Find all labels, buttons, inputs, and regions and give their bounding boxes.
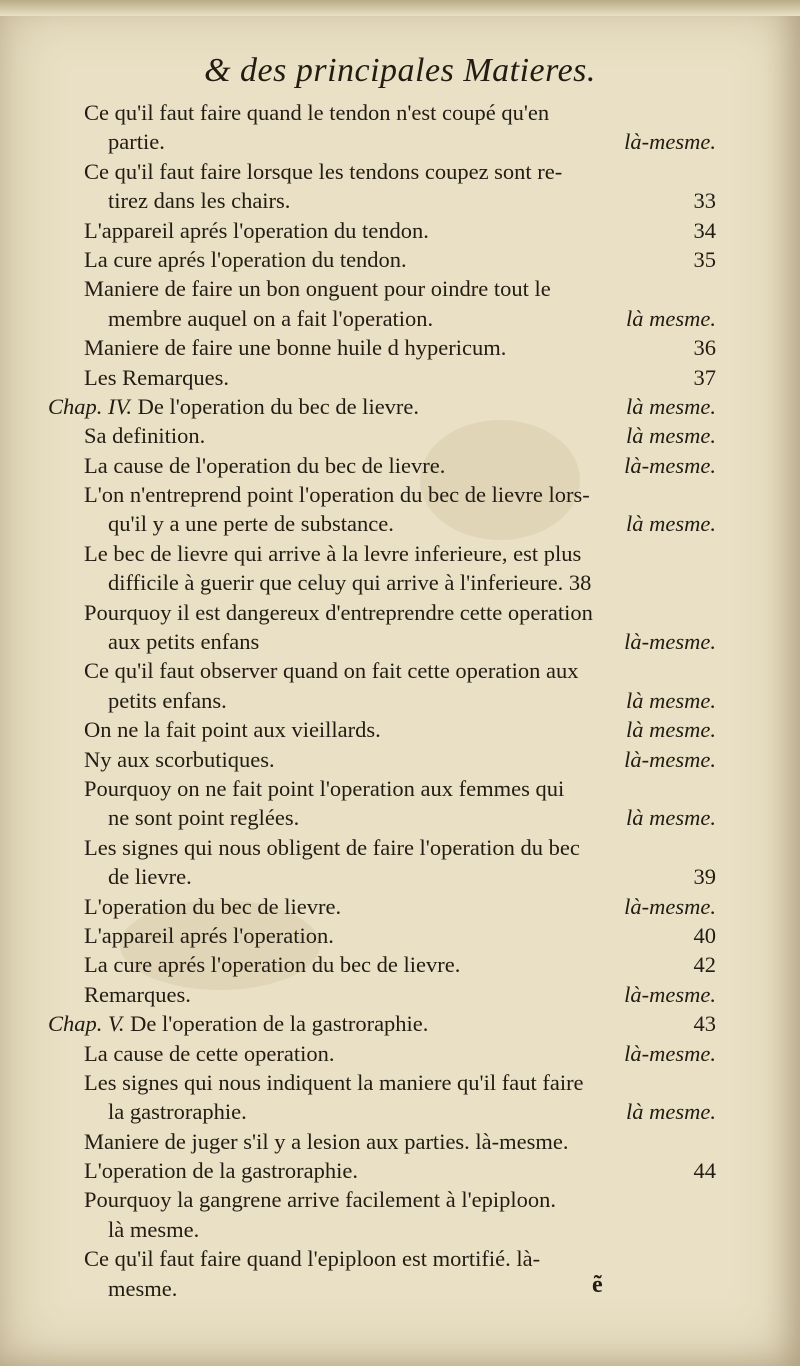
entry-text: Ce qu'il faut faire quand l'epiploon est mortifié. là- (84, 1246, 541, 1272)
entry-text: L'appareil aprés l'operation. (84, 922, 334, 948)
index-entry-line (84, 539, 716, 568)
entry-text: La cure aprés l'operation du bec de lievre. (84, 952, 461, 978)
index-entry-line (84, 1244, 716, 1273)
entry-text: Sa definition. (84, 423, 206, 449)
index-entry-line (84, 451, 716, 480)
entry-text: la gastroraphie. (108, 1099, 247, 1125)
index-entry-line (84, 333, 716, 362)
index-entry-line (84, 1156, 716, 1185)
index-entry-line (84, 127, 716, 156)
entry-text: Maniere de juger s'il y a lesion aux parties. là-mesme. (84, 1128, 569, 1154)
page-reference: là mesme. (626, 511, 716, 537)
entry-text: Ce qu'il faut faire quand le tendon n'est coupé qu'en (84, 100, 550, 125)
index-entries (48, 98, 716, 1303)
page-reference: 35 (693, 246, 716, 272)
index-entry-line (84, 274, 716, 303)
page-reference: là-mesme. (624, 1040, 716, 1066)
index-entry-line (84, 1215, 716, 1244)
page-reference: là-mesme. (624, 746, 716, 772)
page-reference: 39 (693, 864, 716, 890)
entry-text: De l'operation de la gastroraphie. (130, 1011, 429, 1037)
entry-text: Ce qu'il faut faire lorsque les tendons coupez sont re- (84, 158, 563, 184)
page-reference: 44 (693, 1158, 716, 1184)
entry-text: Pourquoy il est dangereux d'entreprendre cette operation (84, 599, 593, 625)
entry-text: L'appareil aprés l'operation du tendon. (84, 217, 429, 243)
index-entry-line (84, 803, 716, 832)
index-entry-line (84, 480, 716, 509)
index-entry-line (84, 1039, 716, 1068)
entry-text: Ce qu'il faut observer quand on fait cette operation aux (84, 658, 579, 684)
chapter-label: Chap. IV. (48, 393, 138, 419)
entry-text: Remarques. (84, 981, 191, 1007)
index-entry-line (48, 392, 716, 421)
page-top-edge (0, 0, 800, 16)
entry-text: mesme. (108, 1275, 178, 1301)
page-reference: 42 (693, 952, 716, 978)
index-entry-line (84, 157, 716, 186)
index-entry-line (84, 216, 716, 245)
index-entry-line (84, 950, 716, 979)
index-entry-line (84, 892, 716, 921)
index-entry-line (84, 363, 716, 392)
index-entry-line (84, 715, 716, 744)
index-entry-line (84, 627, 716, 656)
index-entry-line (84, 1068, 716, 1097)
index-entry-line (84, 745, 716, 774)
page-reference: là-mesme. (624, 629, 716, 655)
page-reference: là mesme. (626, 393, 716, 419)
entry-text: Les signes qui nous indiquent la maniere qu'il faut faire (84, 1069, 584, 1095)
catchword: ẽ (592, 1272, 603, 1298)
entry-text: petits enfans. (108, 687, 227, 713)
index-entry-line (84, 686, 716, 715)
entry-text: tirez dans les chairs. (108, 188, 291, 214)
index-entry-line (48, 1009, 716, 1038)
index-entry-line (84, 568, 716, 597)
entry-text: La cause de cette operation. (84, 1040, 335, 1066)
page-reference: là mesme. (626, 305, 716, 331)
entry-text: L'on n'entreprend point l'operation du bec de lievre lors- (84, 482, 590, 508)
entry-text: Pourquoy on ne fait point l'operation aux femmes qui (84, 775, 565, 801)
chapter-label: Chap. V. (48, 1011, 131, 1037)
entry-text: Le bec de lievre qui arrive à la levre inferieure, est plus (84, 540, 582, 566)
page-reference: 34 (693, 217, 716, 243)
entry-text: Maniere de faire une bonne huile d hypericum. (84, 335, 507, 361)
entry-text: On ne la fait point aux vieillards. (84, 717, 381, 743)
index-entry-line (84, 833, 716, 862)
index-entry-line (84, 186, 716, 215)
index-entry-line (84, 1097, 716, 1126)
index-entry-line (84, 862, 716, 891)
entry-text: De l'operation du bec de lievre. (137, 393, 420, 419)
index-entry-line (84, 921, 716, 950)
index-entry-line (84, 774, 716, 803)
index-entry-line (84, 304, 716, 333)
page-reference: 36 (693, 335, 716, 361)
entry-text: Les signes qui nous obligent de faire l'operation du bec (84, 834, 580, 860)
entry-text: membre auquel on a fait l'operation. (108, 305, 434, 331)
entry-text: La cause de l'operation du bec de lievre. (84, 452, 446, 478)
entry-text: partie. (108, 129, 165, 155)
entry-text: L'operation du bec de lievre. (84, 893, 342, 919)
entry-text: là mesme. (108, 1216, 200, 1242)
page-reference: là-mesme. (624, 129, 716, 155)
page-reference: 33 (693, 188, 716, 214)
index-entry-line (84, 509, 716, 538)
page-reference: 40 (693, 922, 716, 948)
page-reference: 43 (693, 1011, 716, 1037)
index-entry-line (84, 598, 716, 627)
index-entry-line (84, 980, 716, 1009)
entry-text: aux petits enfans (108, 629, 260, 655)
entry-text: ne sont point reglées. (108, 805, 300, 831)
page-reference: là mesme. (626, 687, 716, 713)
page-reference: là-mesme. (624, 981, 716, 1007)
index-entry-line (84, 421, 716, 450)
entry-text: qu'il y a une perte de substance. (108, 511, 394, 537)
index-entry-line (84, 1274, 716, 1303)
entry-text: Pourquoy la gangrene arrive facilement à l'epiploon. (84, 1187, 557, 1213)
running-head: & des principales Matieres. (204, 52, 596, 89)
entry-text: difficile à guerir que celuy qui arrive à l'inferieure. 38 (108, 570, 592, 596)
page-reference: là mesme. (626, 423, 716, 449)
index-entry-line (84, 245, 716, 274)
entry-text: de lievre. (108, 864, 192, 890)
page-reference: là mesme. (626, 717, 716, 743)
page-reference: là mesme. (626, 1099, 716, 1125)
page-reference: là-mesme. (624, 452, 716, 478)
page-reference: là-mesme. (624, 893, 716, 919)
page-reference: là mesme. (626, 805, 716, 831)
index-entry-line (84, 98, 716, 127)
entry-text: Maniere de faire un bon onguent pour oindre tout le (84, 276, 551, 302)
entry-text: L'operation de la gastroraphie. (84, 1158, 358, 1184)
page-reference: 37 (693, 364, 716, 390)
index-entry-line (84, 1127, 716, 1156)
index-entry-line (84, 1185, 716, 1214)
entry-text: Ny aux scorbutiques. (84, 746, 275, 772)
entry-text: Les Remarques. (84, 364, 229, 390)
entry-text: La cure aprés l'operation du tendon. (84, 246, 407, 272)
index-entry-line (84, 656, 716, 685)
